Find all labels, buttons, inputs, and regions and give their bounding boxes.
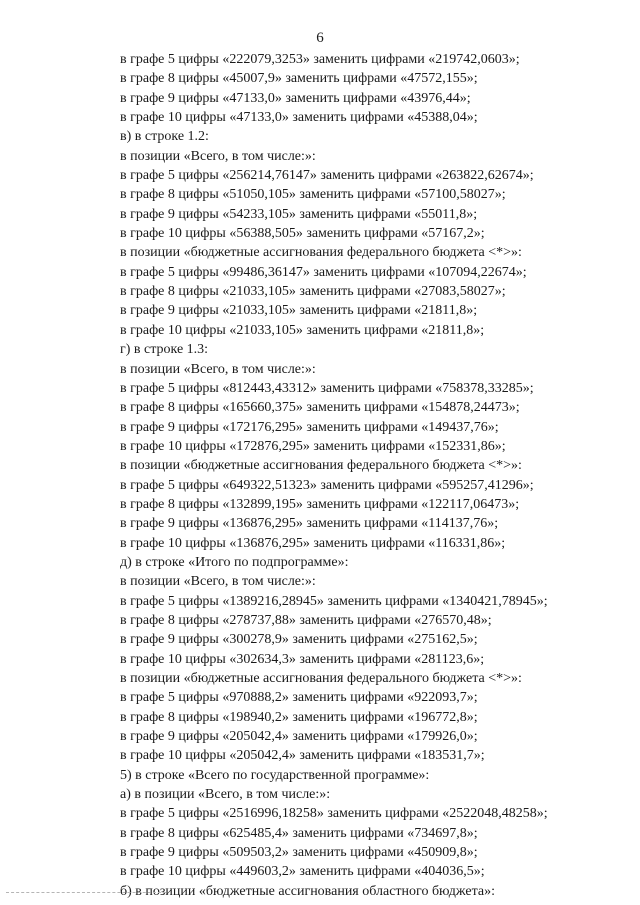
text-line: в графе 9 цифры «47133,0» заменить цифрами «43976,44»; <box>120 90 471 106</box>
text-line: в графе 5 цифры «99486,36147» заменить цифрами «107094,22674»; <box>120 264 527 280</box>
text-line: б) в позиции «бюджетные ассигнования областного бюджета»: <box>120 883 496 899</box>
text-line: в графе 10 цифры «172876,295» заменить цифрами «152331,86»; <box>120 438 506 454</box>
text-line: в графе 8 цифры «625485,4» заменить цифрами «734697,8»; <box>120 825 478 841</box>
text-line: г) в строке 1.3: <box>120 342 209 358</box>
text-line: в графе 9 цифры «54233,105» заменить цифрами «55011,8»; <box>120 206 478 222</box>
text-line: в графе 9 цифры «136876,295» заменить цифрами «114137,76»; <box>120 516 499 532</box>
text-line: в графе 8 цифры «165660,375» заменить цифрами «154878,24473»; <box>120 400 520 416</box>
text-line: в позиции «Всего, в том числе:»: <box>120 574 316 590</box>
text-line: в графе 9 цифры «509503,2» заменить цифрами «450909,8»; <box>120 845 478 861</box>
text-line: в графе 5 цифры «649322,51323» заменить цифрами «595257,41296»; <box>120 477 534 493</box>
text-line: в позиции «бюджетные ассигнования федерального бюджета <*>»: <box>120 671 522 686</box>
text-line: в графе 10 цифры «205042,4» заменить цифрами «183531,7»; <box>120 748 485 764</box>
scan-edge-artifact <box>6 892 166 893</box>
text-line: в графе 9 цифры «205042,4» заменить цифрами «179926,0»; <box>120 729 478 745</box>
text-line: в графе 9 цифры «21033,105» заменить цифрами «21811,8»; <box>120 303 478 319</box>
text-line: в позиции «Всего, в том числе:»: <box>120 148 316 164</box>
text-line: в графе 9 цифры «172176,295» заменить цифрами «149437,76»; <box>120 419 499 435</box>
text-line: в графе 5 цифры «256214,76147» заменить цифрами «263822,62674»; <box>120 168 534 184</box>
text-line: в графе 10 цифры «136876,295» заменить цифрами «116331,86»; <box>120 535 506 551</box>
text-line: в позиции «бюджетные ассигнования федерального бюджета <*>»: <box>120 458 522 474</box>
text-line: в графе 5 цифры «2516996,18258» заменить цифрами «2522048,48258»; <box>120 806 548 822</box>
text-line: в графе 8 цифры «21033,105» заменить цифрами «27083,58027»; <box>120 284 506 300</box>
text-line: в графе 8 цифры «132899,195» заменить цифрами «122117,06473»; <box>120 496 520 512</box>
text-line: в графе 10 цифры «56388,505» заменить цифрами «57167,2»; <box>120 226 485 242</box>
text-line: в графе 10 цифры «449603,2» заменить цифрами «404036,5»; <box>120 864 485 880</box>
text-line: в графе 10 цифры «302634,3» заменить цифрами «281123,6»; <box>120 651 485 667</box>
text-line: в графе 10 цифры «47133,0» заменить цифрами «45388,04»; <box>120 110 478 126</box>
text-line: в позиции «Всего, в том числе:»: <box>120 361 316 377</box>
text-line: в графе 5 цифры «970888,2» заменить цифрами «922093,7»; <box>120 690 478 706</box>
text-line: в графе 8 цифры «198940,2» заменить цифрами «196772,8»; <box>120 709 478 725</box>
text-line: в графе 8 цифры «51050,105» заменить цифрами «57100,58027»; <box>120 187 506 203</box>
page-number: 6 <box>316 30 324 46</box>
text-line: в графе 9 цифры «300278,9» заменить цифрами «275162,5»; <box>120 632 478 648</box>
text-line: а) в позиции «Всего, в том числе:»: <box>120 787 331 803</box>
text-line: д) в строке «Итого по подпрограмме»: <box>120 554 349 570</box>
text-line: в графе 8 цифры «278737,88» заменить цифрами «276570,48»; <box>120 612 492 628</box>
text-line: в графе 8 цифры «45007,9» заменить цифрами «47572,155»; <box>120 71 478 87</box>
text-line: 5) в строке «Всего по государственной программе»: <box>120 767 430 783</box>
text-line: в) в строке 1.2: <box>120 129 209 145</box>
document-body <box>120 50 620 901</box>
text-line: в позиции «бюджетные ассигнования федерального бюджета <*>»: <box>120 245 522 261</box>
text-line: в графе 10 цифры «21033,105» заменить цифрами «21811,8»; <box>120 322 485 338</box>
text-line: в графе 5 цифры «1389216,28945» заменить цифрами «1340421,78945»; <box>120 593 548 609</box>
text-line: в графе 5 цифры «812443,43312» заменить цифрами «758378,33285»; <box>120 380 534 396</box>
text-line: в графе 5 цифры «222079,3253» заменить цифрами «219742,0603»; <box>120 52 520 67</box>
